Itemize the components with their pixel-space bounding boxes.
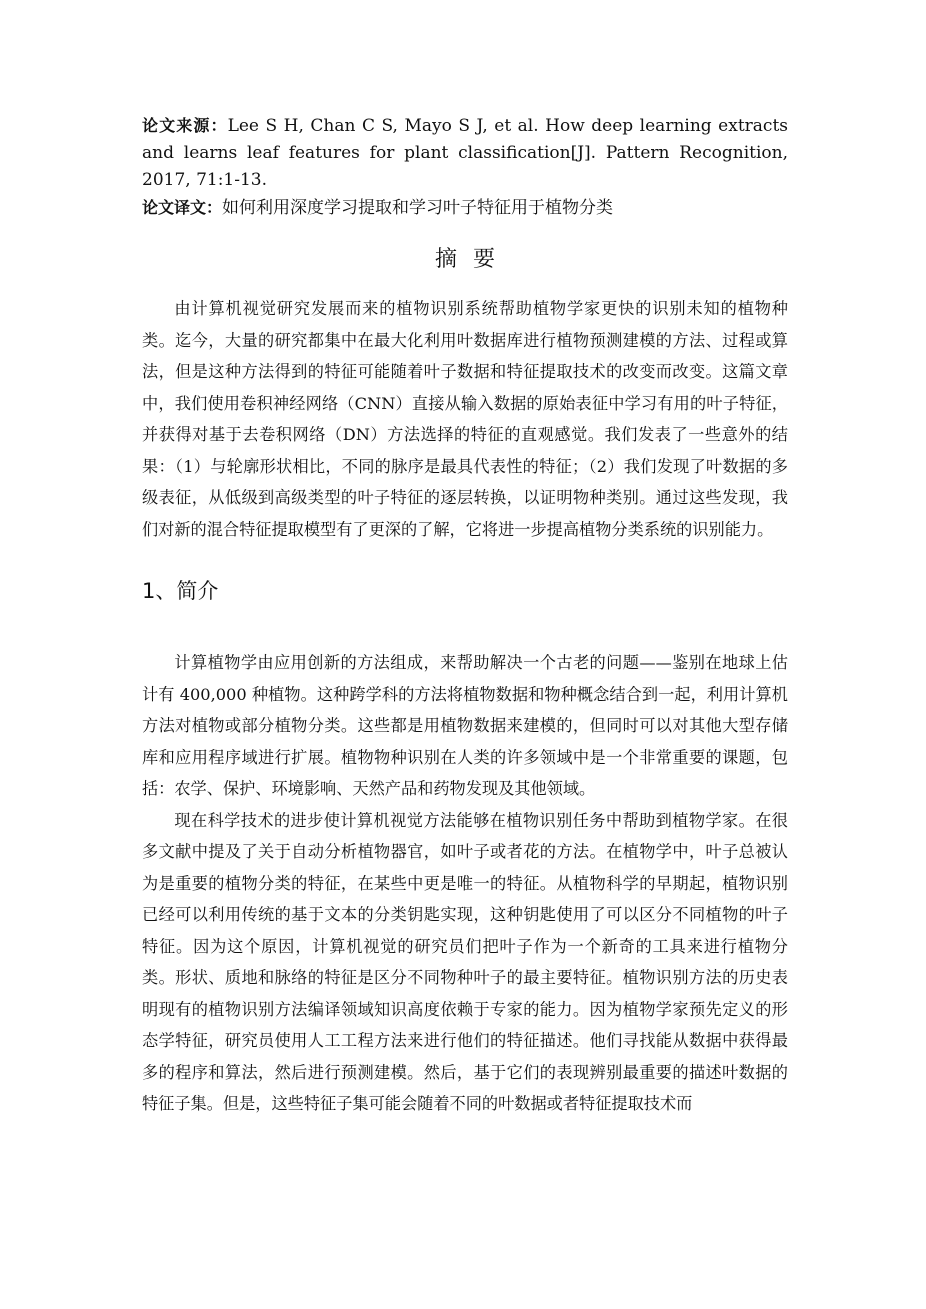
translation-label: 论文译文： <box>142 198 223 217</box>
document-page <box>142 112 788 1120</box>
paper-metadata <box>142 112 788 222</box>
source-citation: Lee S H, Chan C S, Mayo S J, et al. How deep learning extracts and learns leaf features for plant classification[J]. Pattern Recognition, 2017, 71:1-13. <box>142 116 788 190</box>
body-paragraph: 现在科学技术的进步使计算机视觉方法能够在植物识别任务中帮助到植物学家。在很多文献中提及了关于自动分析植物器官，如叶子或者花的方法。在植物学中，叶子总被认为是重要的植物分类的特征，在某些中更是唯一的特征。从植物科学的早期起，植物识别已经可以利用传统的基于文本的分类钥匙实现，这种钥匙使用了可以区分不同植物的叶子特征。因为这个原因，计算机视觉的研究员们把叶子作为一个新奇的工具来进行植物分类。形状、质地和脉络的特征是区分不同物种叶子的最主要特征。植物识别方法的历史表明现有的植物识别方法编译领域知识高度依赖于专家的能力。因为植物学家预先定义的形态学特征，研究员使用人工工程方法来进行他们的特征描述。他们寻找能从数据中获得最多的程序和算法，然后进行预测建模。然后，基于它们的表现辨别最重要的描述叶数据的特征子集。但是，这些特征子集可能会随着不同的叶数据或者特征提取技术而 <box>142 810 788 1113</box>
section-heading: 1、简介 <box>142 579 219 603</box>
translation-line <box>142 194 788 222</box>
abstract-paragraph: 由计算机视觉研究发展而来的植物识别系统帮助植物学家更快的识别未知的植物种类。迄今，大量的研究都集中在最大化利用叶数据库进行植物预测建模的方法、过程或算法，但是这种方法得到的特征可能随着叶子数据和特征提取技术的改变而改变。这篇文章中，我们使用卷积神经网络（CNN）直接从输入数据的原始表征中学习有用的叶子特征，并获得对基于去卷积网络（DN）方法选择的特征的直观感觉。我们发表了一些意外的结果：（1）与轮廓形状相比，不同的脉序是最具代表性的特征；（2）我们发现了叶数据的多级表征，从低级到高级类型的叶子特征的逐层转换，以证明物种类别。通过这些发现，我们对新的混合特征提取模型有了更深的了解，它将进一步提高植物分类系统的识别能力。 <box>142 299 788 539</box>
body-paragraph: 计算植物学由应用创新的方法组成，来帮助解决一个古老的问题——鉴别在地球上估计有 400,000 种植物。这种跨学科的方法将植物数据和物种概念结合到一起，利用计算机方法对植物或部分植物分类。这些都是用植物数据来建模的，但同时可以对其他大型存储库和应用程序域进行扩展。植物物种识别在人类的许多领域中是一个非常重要的课题，包括：农学、保护、环境影响、天然产品和药物发现及其他领域。 <box>142 653 788 798</box>
source-label: 论文来源： <box>142 116 228 135</box>
abstract-title: 摘要 <box>434 247 511 272</box>
translation-title: 如何利用深度学习提取和学习叶子特征用于植物分类 <box>222 198 614 218</box>
source-line <box>142 112 788 194</box>
